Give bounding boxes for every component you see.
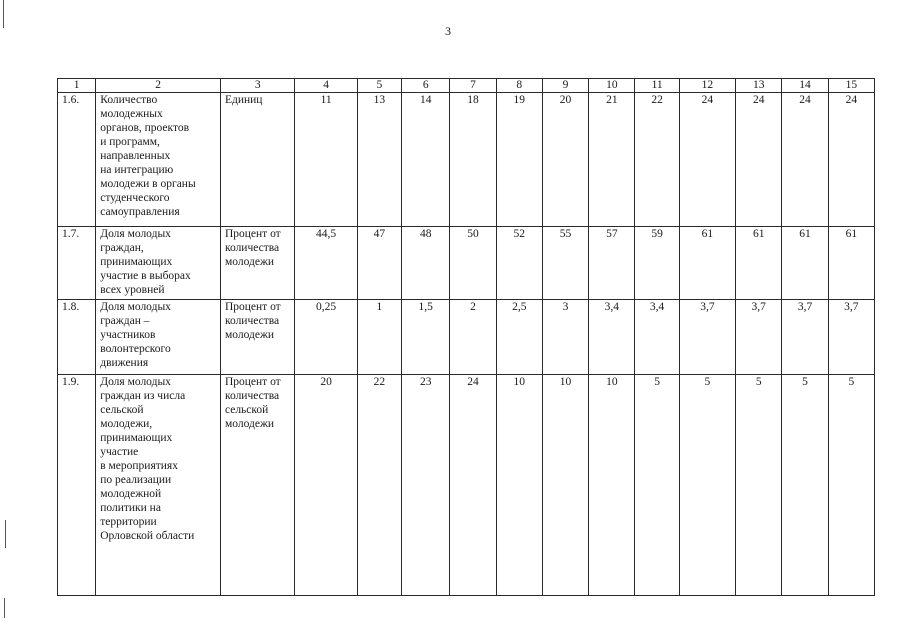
value-cell: 61 [679,227,735,300]
table-row [58,375,875,596]
value-cell: 2 [450,300,496,375]
header-cell: 1 [58,79,96,93]
indicator-name: Количество молодежных органов, проектов и программ, направленных на интеграцию молодежи в органы студенческого самоуправления [96,93,221,227]
header-cell: 8 [496,79,542,93]
value-cell: 44,5 [295,227,357,300]
scan-edge-mark [3,0,4,28]
value-cell: 48 [402,227,450,300]
value-cell: 5 [782,375,828,596]
table-row [58,300,875,375]
header-cell: 12 [679,79,735,93]
value-cell: 61 [782,227,828,300]
header-cell: 2 [96,79,221,93]
value-cell: 61 [736,227,782,300]
value-cell: 10 [589,375,635,596]
header-cell: 9 [542,79,588,93]
value-cell: 3,7 [736,300,782,375]
row-index: 1.6. [58,93,96,227]
value-cell: 47 [357,227,401,300]
value-cell: 3,7 [782,300,828,375]
row-index: 1.8. [58,300,96,375]
header-cell: 11 [635,79,679,93]
value-cell: 5 [635,375,679,596]
value-cell: 3,7 [679,300,735,375]
scan-edge-mark [4,598,5,618]
value-cell: 20 [295,375,357,596]
value-cell: 3,4 [635,300,679,375]
header-cell: 15 [828,79,874,93]
value-cell: 24 [736,93,782,227]
value-cell: 21 [589,93,635,227]
value-cell: 2,5 [496,300,542,375]
header-cell: 4 [295,79,357,93]
value-cell: 20 [542,93,588,227]
value-cell: 13 [357,93,401,227]
value-cell: 10 [496,375,542,596]
value-cell: 1 [357,300,401,375]
value-cell: 22 [357,375,401,596]
value-cell: 23 [402,375,450,596]
row-index: 1.9. [58,375,96,596]
header-cell: 14 [782,79,828,93]
value-cell: 55 [542,227,588,300]
value-cell: 24 [450,375,496,596]
page-number: 3 [445,24,451,38]
value-cell: 22 [635,93,679,227]
value-cell: 24 [828,93,874,227]
value-cell: 50 [450,227,496,300]
value-cell: 57 [589,227,635,300]
value-cell: 18 [450,93,496,227]
unit-of-measure: Процент от количества молодежи [220,227,294,300]
header-cell: 7 [450,79,496,93]
value-cell: 3 [542,300,588,375]
value-cell: 24 [782,93,828,227]
indicator-name: Доля молодых граждан из числа сельской молодежи, принимающих участие в мероприятиях по реализации молодежной политики на территории Орловской области [96,375,221,596]
row-index: 1.7. [58,227,96,300]
table-header-row [58,79,875,93]
scan-edge-mark [5,520,6,548]
table-row [58,227,875,300]
unit-of-measure: Процент от количества сельской молодежи [220,375,294,596]
value-cell: 3,7 [828,300,874,375]
unit-of-measure: Единиц [220,93,294,227]
value-cell: 10 [542,375,588,596]
indicators-table [57,78,875,596]
value-cell: 19 [496,93,542,227]
value-cell: 59 [635,227,679,300]
header-cell: 13 [736,79,782,93]
header-cell: 3 [220,79,294,93]
value-cell: 5 [736,375,782,596]
value-cell: 1,5 [402,300,450,375]
value-cell: 61 [828,227,874,300]
indicator-name: Доля молодых граждан, принимающих участие в выборах всех уровней [96,227,221,300]
value-cell: 52 [496,227,542,300]
value-cell: 24 [679,93,735,227]
value-cell: 5 [828,375,874,596]
unit-of-measure: Процент от количества молодежи [220,300,294,375]
table-row [58,93,875,227]
value-cell: 5 [679,375,735,596]
header-cell: 5 [357,79,401,93]
value-cell: 11 [295,93,357,227]
header-cell: 6 [402,79,450,93]
value-cell: 14 [402,93,450,227]
value-cell: 0,25 [295,300,357,375]
value-cell: 3,4 [589,300,635,375]
header-cell: 10 [589,79,635,93]
indicator-name: Доля молодых граждан – участников волонтерского движения [96,300,221,375]
